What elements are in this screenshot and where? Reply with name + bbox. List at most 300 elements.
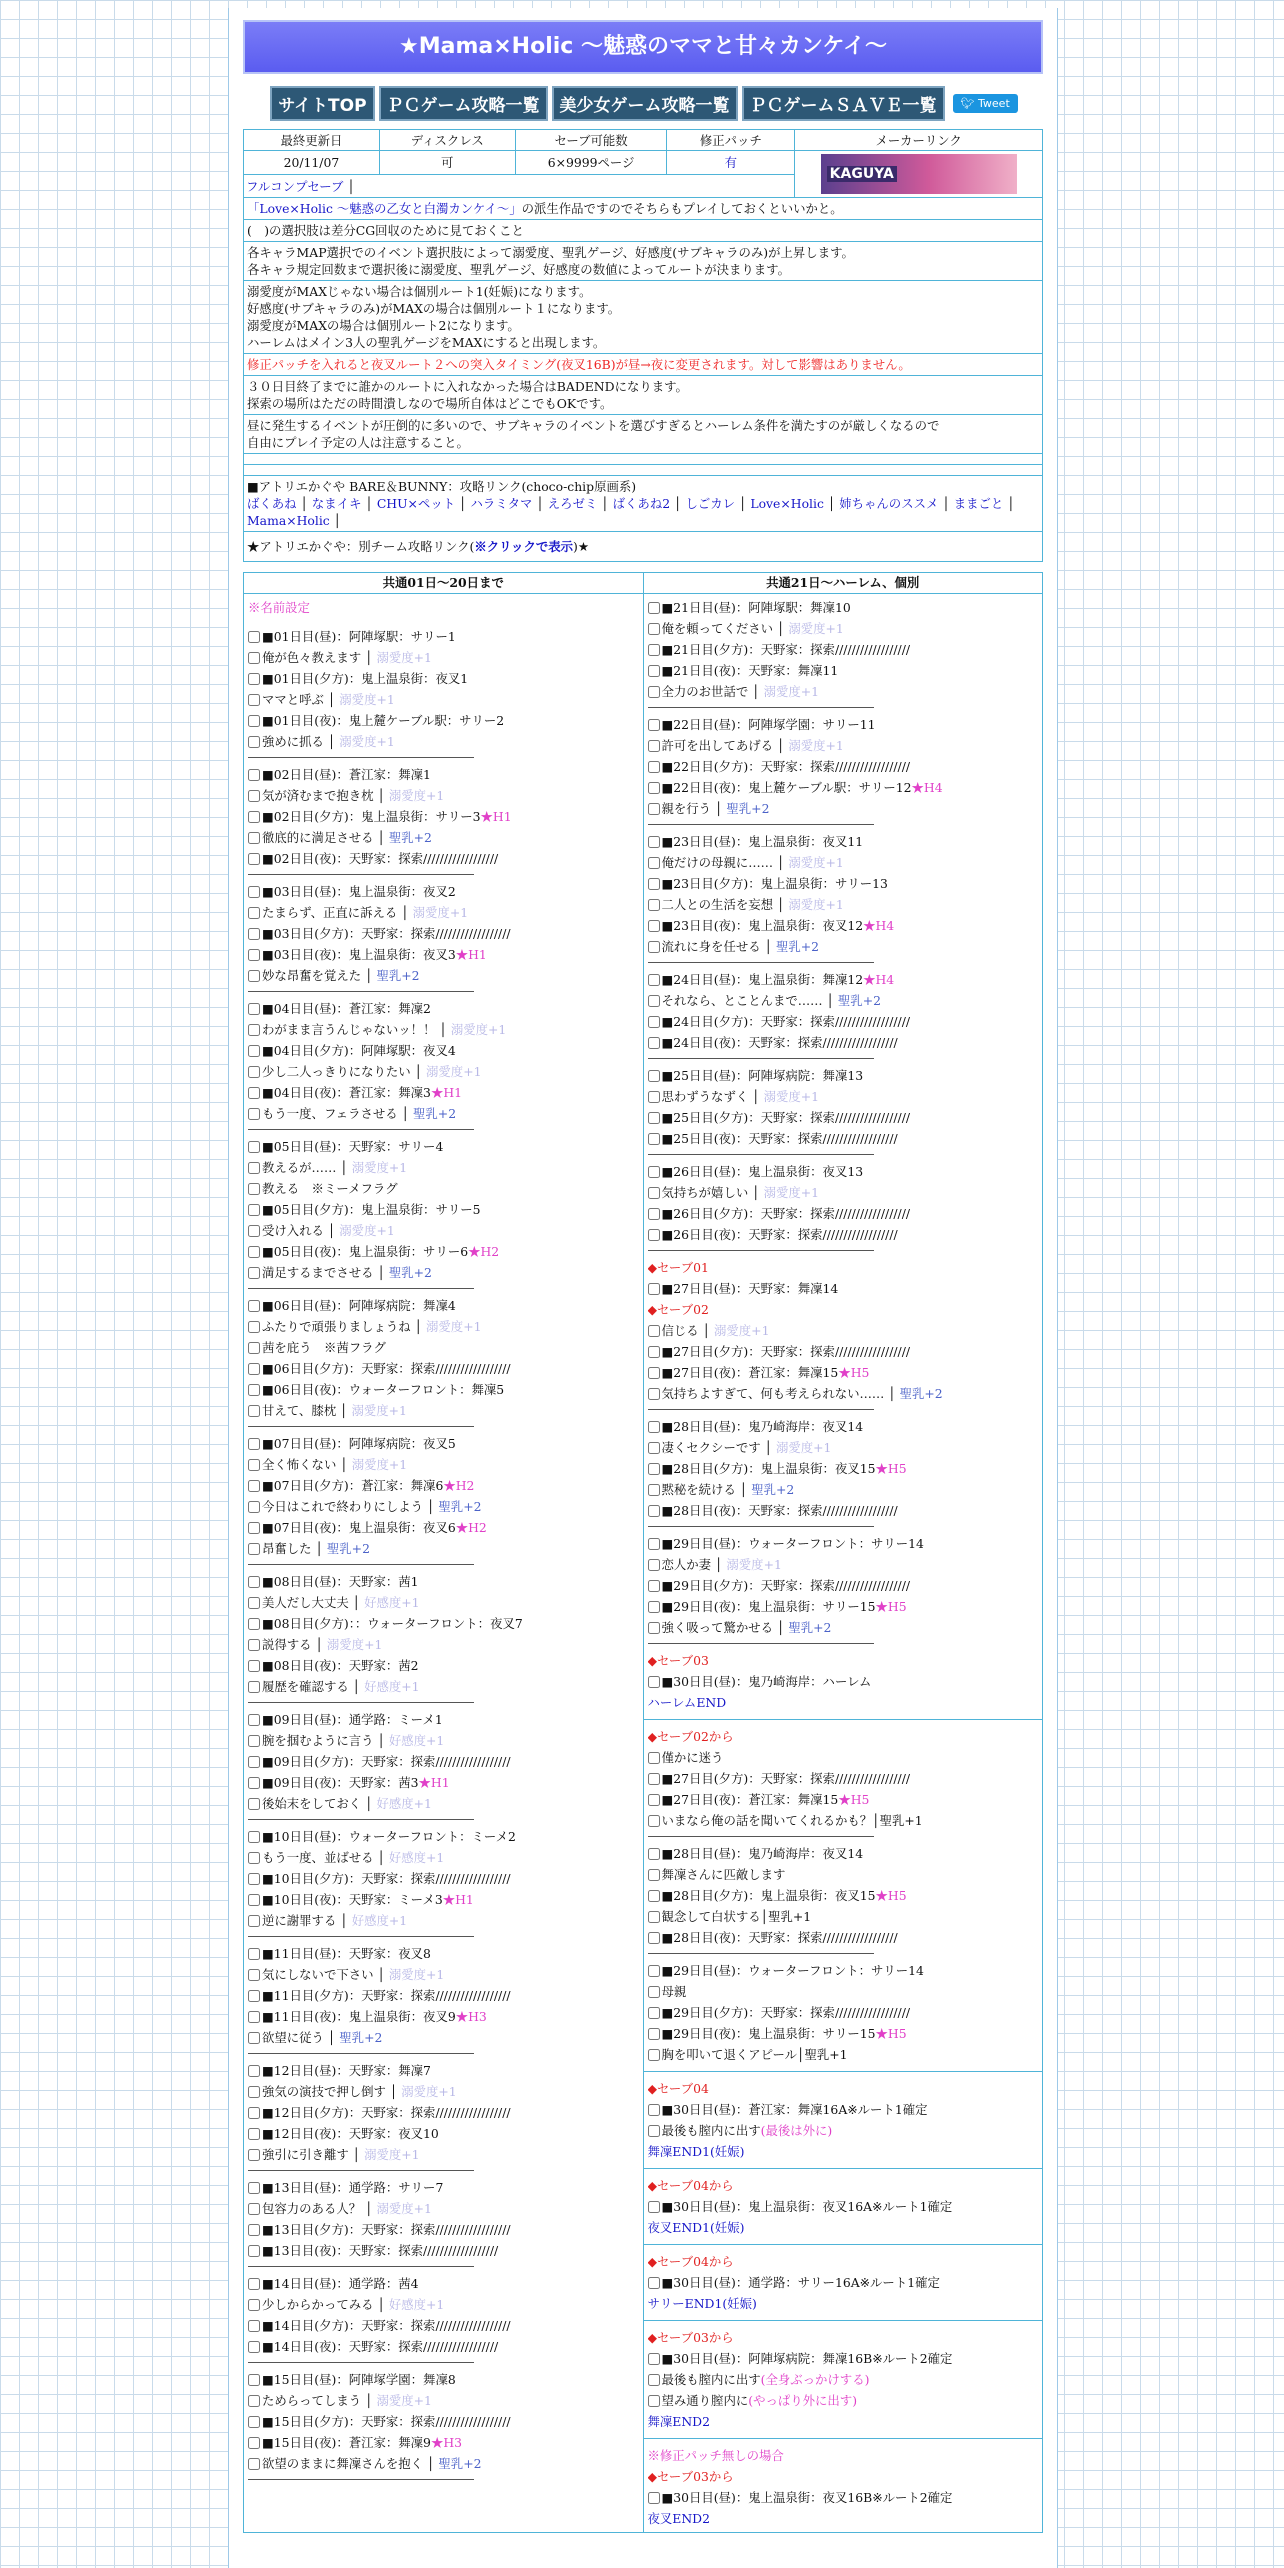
- progress-checkbox[interactable]: [648, 2277, 660, 2289]
- list-item: [248, 2102, 639, 2123]
- ending-link[interactable]: [648, 2411, 1039, 2432]
- save-from-marker: [648, 2327, 1039, 2348]
- list-item: [248, 848, 639, 869]
- progress-checkbox[interactable]: [248, 1915, 260, 1927]
- progress-checkbox[interactable]: [648, 1112, 660, 1124]
- progress-checkbox[interactable]: [648, 2028, 660, 2040]
- progress-checkbox[interactable]: [648, 995, 660, 1007]
- progress-checkbox[interactable]: [248, 886, 260, 898]
- list-item: [648, 1107, 1039, 1128]
- list-item: [248, 2240, 639, 2261]
- progress-checkbox[interactable]: [248, 1948, 260, 1960]
- gauge-value: 溺愛度+1: [364, 2147, 420, 2162]
- progress-checkbox[interactable]: [648, 686, 660, 698]
- progress-checkbox[interactable]: [248, 2203, 260, 2215]
- progress-checkbox[interactable]: [248, 1045, 260, 1057]
- derivative-text: の派生作品ですのでそちらもプレイしておくといいかと。: [521, 201, 843, 216]
- header-maker-link: メーカーリンク: [795, 130, 1043, 151]
- progress-checkbox[interactable]: [248, 1225, 260, 1237]
- progress-checkbox[interactable]: [248, 2245, 260, 2257]
- progress-checkbox[interactable]: [248, 1576, 260, 1588]
- separator: │: [435, 1022, 451, 1037]
- list-item: [248, 731, 639, 752]
- item-text: 恋人か妻: [661, 1557, 712, 1572]
- list-item: [248, 1295, 639, 1316]
- progress-checkbox[interactable]: [248, 1681, 260, 1693]
- list-item: [648, 1768, 1039, 1789]
- h-scene-star-icon: ★H1: [442, 1892, 474, 1907]
- spacer-row: [243, 465, 1043, 476]
- save-from-marker: [648, 2175, 1039, 2196]
- progress-checkbox[interactable]: [648, 719, 660, 731]
- list-item: [648, 735, 1039, 756]
- progress-checkbox[interactable]: [248, 1777, 260, 1789]
- progress-checkbox[interactable]: [648, 1367, 660, 1379]
- progress-checkbox[interactable]: [248, 1183, 260, 1195]
- item-text: 気が済むまで抱き枕: [262, 788, 374, 803]
- item-text: ■10日目(昼)：ウォーターフロント：ミーメ2: [262, 1829, 516, 1844]
- item-text: ■12日目(夜)：天野家：夜叉10: [262, 2126, 439, 2141]
- separator-line: [248, 2266, 474, 2267]
- progress-checkbox[interactable]: [248, 1003, 260, 1015]
- derivative-link[interactable]: 「Love×Holic ～魅惑の乙女と白濁カンケイ～」: [247, 201, 522, 216]
- item-text: ■28日目(昼)：鬼乃崎海岸：夜叉14: [661, 1419, 864, 1434]
- gauge-value: 溺愛度+1: [726, 1557, 782, 1572]
- event-warning-note: [243, 415, 1043, 454]
- progress-checkbox[interactable]: [648, 974, 660, 986]
- link-separator: │: [597, 496, 613, 511]
- separator: │: [311, 1637, 327, 1652]
- progress-checkbox[interactable]: [248, 1024, 260, 1036]
- item-text: ■26日目(昼)：鬼上温泉街：夜叉13: [661, 1164, 864, 1179]
- atelier-link[interactable]: ばくあね2: [612, 496, 671, 511]
- section-divider: [644, 1719, 1043, 1720]
- progress-checkbox[interactable]: [248, 2374, 260, 2386]
- item-text: ■03日目(昼)：鬼上温泉街：夜叉2: [262, 884, 456, 899]
- list-item: [248, 1826, 639, 1847]
- progress-checkbox[interactable]: [648, 740, 660, 752]
- h-scene-star-icon: ★H4: [911, 780, 943, 795]
- tweet-button[interactable]: [953, 94, 1018, 113]
- progress-checkbox[interactable]: [648, 1986, 660, 1998]
- ending-link[interactable]: [648, 2293, 1039, 2314]
- progress-checkbox[interactable]: [648, 1421, 660, 1433]
- progress-checkbox[interactable]: [248, 2395, 260, 2407]
- progress-checkbox[interactable]: [248, 2065, 260, 2077]
- diamond-icon: ◆: [647, 2254, 658, 2269]
- progress-checkbox[interactable]: [248, 2437, 260, 2449]
- progress-checkbox[interactable]: [648, 1091, 660, 1103]
- atelier-link[interactable]: ばくあね: [247, 496, 297, 511]
- list-item: [648, 990, 1039, 1011]
- progress-checkbox[interactable]: [248, 2278, 260, 2290]
- progress-checkbox[interactable]: [648, 782, 660, 794]
- progress-checkbox[interactable]: [648, 1325, 660, 1337]
- list-item: [248, 1847, 639, 1868]
- item-text: 俺を頼ってください: [661, 621, 774, 636]
- kaguya-banner-logo[interactable]: [821, 154, 1017, 194]
- list-item: [248, 1943, 639, 1964]
- atelier-link[interactable]: えろゼミ: [547, 496, 598, 511]
- progress-checkbox[interactable]: [248, 1300, 260, 1312]
- section-divider: [644, 2244, 1043, 2245]
- progress-checkbox[interactable]: [248, 1108, 260, 1120]
- progress-checkbox[interactable]: [648, 857, 660, 869]
- separator: │: [373, 1265, 389, 1280]
- separator-line: [248, 1702, 474, 1703]
- diamond-icon: ◆: [647, 1260, 658, 1275]
- progress-checkbox[interactable]: [248, 1990, 260, 2002]
- progress-checkbox[interactable]: [248, 1384, 260, 1396]
- progress-checkbox[interactable]: [648, 1283, 660, 1295]
- progress-checkbox[interactable]: [648, 1442, 660, 1454]
- save-marker: [648, 1650, 1039, 1671]
- item-text: ■04日目(昼)：蒼江家：舞凜2: [262, 1001, 431, 1016]
- progress-checkbox[interactable]: [648, 1676, 660, 1688]
- progress-checkbox[interactable]: [248, 853, 260, 865]
- progress-checkbox[interactable]: [248, 2128, 260, 2140]
- progress-checkbox[interactable]: [648, 899, 660, 911]
- item-text: ■24日目(夕方)：天野家：探索//////////////////: [661, 1014, 911, 1029]
- progress-checkbox[interactable]: [248, 1087, 260, 1099]
- item-text: ■23日目(夕方)：鬼上温泉街：サリー13: [661, 876, 888, 891]
- progress-checkbox[interactable]: [648, 1346, 660, 1358]
- progress-checkbox[interactable]: [648, 2104, 660, 2116]
- gauge-value: 溺愛度+1: [376, 2201, 432, 2216]
- progress-checkbox[interactable]: [648, 2395, 660, 2407]
- progress-checkbox[interactable]: [248, 1501, 260, 1513]
- progress-checkbox[interactable]: [248, 1597, 260, 1609]
- separator-line: [648, 1643, 874, 1644]
- value-patch-link[interactable]: 有: [667, 151, 795, 175]
- h-scene-star-icon: ★H4: [863, 972, 895, 987]
- progress-checkbox[interactable]: [648, 2201, 660, 2213]
- progress-checkbox[interactable]: [248, 1438, 260, 1450]
- list-item: [248, 1676, 639, 1697]
- label-text: セーブ03から: [657, 2469, 734, 2484]
- h-scene-star-icon: ★H2: [443, 1478, 475, 1493]
- separator-line: [248, 1564, 474, 1565]
- h-scene-star-icon: ★H5: [875, 1599, 907, 1614]
- progress-checkbox[interactable]: [248, 1798, 260, 1810]
- progress-checkbox[interactable]: [248, 1363, 260, 1375]
- item-text: 舞凜さんに匹敵します: [661, 1867, 786, 1882]
- h-scene-star-icon: ★H5: [875, 1461, 907, 1476]
- atelier-link[interactable]: CHU×ペット: [376, 496, 456, 511]
- progress-checkbox[interactable]: [648, 1208, 660, 1220]
- separator: │: [711, 801, 727, 816]
- item-text: ■30日目(昼)：蒼江家：舞凜16A※ルート1確定: [661, 2102, 928, 2117]
- progress-checkbox[interactable]: [248, 790, 260, 802]
- section-divider: [644, 2071, 1043, 2072]
- gauge-value: 好感度+1: [388, 1850, 445, 1865]
- item-text: ■13日目(昼)：通学路：サリー7: [262, 2180, 444, 2195]
- progress-checkbox[interactable]: [648, 2374, 660, 2386]
- progress-checkbox[interactable]: [248, 736, 260, 748]
- progress-checkbox[interactable]: [648, 1911, 660, 1923]
- progress-checkbox[interactable]: [248, 673, 260, 685]
- progress-checkbox[interactable]: [648, 1133, 660, 1145]
- progress-checkbox[interactable]: [248, 694, 260, 706]
- progress-checkbox[interactable]: [248, 2416, 260, 2428]
- gauge-value: 溺愛度+1: [401, 2084, 457, 2099]
- progress-checkbox[interactable]: [248, 1543, 260, 1555]
- progress-checkbox[interactable]: [248, 1873, 260, 1885]
- atelier-link[interactable]: Love×Holic: [750, 496, 824, 511]
- progress-checkbox[interactable]: [648, 2007, 660, 2019]
- progress-checkbox[interactable]: [648, 1890, 660, 1902]
- save-from-marker: [648, 2466, 1039, 2487]
- progress-checkbox[interactable]: [648, 761, 660, 773]
- progress-checkbox[interactable]: [248, 631, 260, 643]
- progress-checkbox[interactable]: [248, 2224, 260, 2236]
- progress-checkbox[interactable]: [248, 1480, 260, 1492]
- progress-checkbox[interactable]: [648, 1463, 660, 1475]
- item-text: ■05日目(昼)：天野家：サリー4: [262, 1139, 444, 1154]
- atelier-link[interactable]: しごカレ: [685, 496, 736, 511]
- progress-checkbox[interactable]: [648, 2125, 660, 2137]
- progress-checkbox[interactable]: [248, 1660, 260, 1672]
- separator-line: [648, 1836, 874, 1837]
- ending-link[interactable]: [648, 2217, 1039, 2238]
- progress-checkbox[interactable]: [648, 1848, 660, 1860]
- item-text: 俺だけの母親に……: [661, 855, 774, 870]
- progress-checkbox[interactable]: [648, 1187, 660, 1199]
- progress-checkbox[interactable]: [648, 1559, 660, 1571]
- progress-checkbox[interactable]: [648, 1815, 660, 1827]
- item-text: 親を行う: [661, 801, 712, 816]
- progress-checkbox[interactable]: [648, 1622, 660, 1634]
- list-item: [248, 2432, 639, 2453]
- progress-checkbox[interactable]: [648, 920, 660, 932]
- progress-checkbox[interactable]: [248, 2086, 260, 2098]
- ending-link[interactable]: [648, 2141, 1039, 2162]
- gauge-value: 聖乳+2: [726, 801, 770, 816]
- progress-checkbox[interactable]: [248, 949, 260, 961]
- progress-checkbox[interactable]: [648, 665, 660, 677]
- item-text: ■30日目(昼)：鬼乃崎海岸：ハーレム: [661, 1674, 872, 1689]
- progress-checkbox[interactable]: [248, 1204, 260, 1216]
- item-text: 気にしないで下さい: [262, 1967, 374, 1982]
- progress-checkbox[interactable]: [248, 832, 260, 844]
- nav-save-list[interactable]: ＰＣゲームＳＡＶＥ一覧: [742, 86, 945, 121]
- list-item: [248, 1772, 639, 1793]
- h-scene-star-icon: ★H1: [430, 1085, 463, 1100]
- list-item: [648, 1479, 1039, 1500]
- separator: │: [323, 692, 340, 707]
- list-item: [248, 2144, 639, 2165]
- progress-checkbox[interactable]: [248, 1522, 260, 1534]
- list-item: [648, 1128, 1039, 1149]
- progress-checkbox[interactable]: [648, 941, 660, 953]
- item-text: ■21日目(夕方)：天野家：探索//////////////////: [661, 642, 911, 657]
- label-text: 舞凜END2: [647, 2414, 710, 2429]
- progress-checkbox[interactable]: [248, 1321, 260, 1333]
- progress-checkbox[interactable]: [248, 2320, 260, 2332]
- progress-checkbox[interactable]: [648, 1016, 660, 1028]
- list-item: [248, 1019, 639, 1040]
- progress-checkbox[interactable]: [648, 2492, 660, 2504]
- progress-checkbox[interactable]: [248, 1066, 260, 1078]
- progress-checkbox[interactable]: [248, 1639, 260, 1651]
- list-item: [648, 1032, 1039, 1053]
- atelier-link[interactable]: ままごと: [953, 496, 1004, 511]
- progress-checkbox[interactable]: [248, 2458, 260, 2470]
- item-text: ■08日目(夜)：天野家：茜2: [262, 1658, 419, 1673]
- left-list: [244, 594, 643, 2489]
- gauge-value: 溺愛度+1: [450, 1022, 507, 1037]
- maker-banner-cell: [795, 151, 1043, 198]
- progress-checkbox[interactable]: [248, 928, 260, 940]
- progress-checkbox[interactable]: [648, 1965, 660, 1977]
- item-text: 履歴を確認する: [262, 1679, 349, 1694]
- progress-checkbox[interactable]: [248, 1459, 260, 1471]
- item-text: ■29日目(夜)：鬼上温泉街：サリー15: [661, 2026, 876, 2041]
- item-text: ふたりで頑張りましょうね: [262, 1319, 411, 1334]
- progress-checkbox[interactable]: [648, 644, 660, 656]
- h-scene-star-icon: ★H5: [838, 1365, 870, 1380]
- list-item: [248, 1400, 639, 1421]
- progress-checkbox[interactable]: [248, 1141, 260, 1153]
- progress-checkbox[interactable]: [248, 2149, 260, 2161]
- atelier-links: [243, 476, 1043, 532]
- progress-checkbox[interactable]: [248, 1735, 260, 1747]
- list-item: [248, 1538, 639, 1559]
- progress-checkbox[interactable]: [248, 1342, 260, 1354]
- item-text: ■29日目(昼)：ウォーターフロント：サリー14: [661, 1963, 924, 1978]
- list-item: [648, 2369, 1039, 2390]
- item-text: ■27日目(夕方)：天野家：探索//////////////////: [661, 1344, 911, 1359]
- item-text: ■29日目(夕方)：天野家：探索//////////////////: [661, 2005, 911, 2020]
- progress-checkbox[interactable]: [248, 769, 260, 781]
- progress-checkbox[interactable]: [648, 803, 660, 815]
- list-item: [648, 2099, 1039, 2120]
- progress-checkbox[interactable]: [248, 1852, 260, 1864]
- progress-checkbox[interactable]: [248, 970, 260, 982]
- progress-checkbox[interactable]: [648, 836, 660, 848]
- list-item: [648, 2487, 1039, 2508]
- progress-checkbox[interactable]: [648, 878, 660, 890]
- progress-checkbox[interactable]: [248, 1756, 260, 1768]
- list-item: [648, 1065, 1039, 1086]
- progress-checkbox[interactable]: [248, 1831, 260, 1843]
- full-save-link[interactable]: フルコンプセーブ: [246, 178, 344, 194]
- ending-link[interactable]: [648, 1692, 1039, 1713]
- gauge-value: 溺愛度+1: [351, 1403, 407, 1418]
- progress-checkbox[interactable]: [648, 1752, 660, 1764]
- progress-checkbox[interactable]: [648, 623, 660, 635]
- h-scene-star-icon: ★H1: [418, 1775, 450, 1790]
- progress-checkbox[interactable]: [648, 1484, 660, 1496]
- progress-checkbox[interactable]: [248, 1246, 260, 1258]
- progress-checkbox[interactable]: [648, 2353, 660, 2365]
- progress-checkbox[interactable]: [248, 1969, 260, 1981]
- progress-checkbox[interactable]: [648, 2049, 660, 2061]
- progress-checkbox[interactable]: [648, 1166, 660, 1178]
- progress-checkbox[interactable]: [648, 1869, 660, 1881]
- progress-checkbox[interactable]: [248, 2299, 260, 2311]
- item-text: ■02日目(昼)：蒼江家：舞凜1: [262, 767, 431, 782]
- item-text: ■28日目(夜)：天野家：探索//////////////////: [661, 1930, 898, 1945]
- progress-checkbox[interactable]: [648, 1773, 660, 1785]
- item-text: ■02日目(夕方)：鬼上温泉街：サリー3: [262, 809, 481, 824]
- gauge-value: 溺愛度+1: [376, 2393, 432, 2408]
- progress-checkbox[interactable]: [248, 2341, 260, 2353]
- separator-line: [648, 1409, 874, 1410]
- progress-checkbox[interactable]: [648, 1505, 660, 1517]
- progress-checkbox[interactable]: [248, 2107, 260, 2119]
- progress-checkbox[interactable]: [648, 1601, 660, 1613]
- list-item: [648, 1671, 1039, 1692]
- progress-checkbox[interactable]: [648, 1538, 660, 1550]
- separator: │: [336, 1913, 352, 1928]
- progress-checkbox[interactable]: [248, 1894, 260, 1906]
- gauge-value: 溺愛度+1: [412, 905, 469, 920]
- item-text: ■02日目(夜)：天野家：探索//////////////////: [262, 851, 499, 866]
- ending-link[interactable]: [648, 2508, 1039, 2529]
- progress-checkbox[interactable]: [248, 1267, 260, 1279]
- list-item: [248, 710, 639, 731]
- gauge-value: 聖乳+2: [788, 1620, 832, 1635]
- progress-checkbox[interactable]: [248, 2011, 260, 2023]
- list-item: [648, 1416, 1039, 1437]
- progress-checkbox[interactable]: [248, 715, 260, 727]
- progress-checkbox[interactable]: [248, 652, 260, 664]
- nav-site-top[interactable]: サイトTOP: [270, 86, 374, 121]
- item-text: ■23日目(夜)：鬼上温泉街：夜叉12: [661, 918, 864, 933]
- progress-checkbox[interactable]: [248, 1162, 260, 1174]
- item-text: 俺が色々教えます: [262, 650, 362, 665]
- atelier-link[interactable]: Mama×Holic: [247, 513, 330, 528]
- progress-checkbox[interactable]: [648, 1932, 660, 1944]
- progress-checkbox[interactable]: [648, 1794, 660, 1806]
- atelier-link[interactable]: 姉ちゃんのススメ: [839, 496, 939, 511]
- atelier-link[interactable]: なまイキ: [311, 496, 362, 511]
- progress-checkbox[interactable]: [248, 1405, 260, 1417]
- route-note: [243, 281, 1043, 354]
- derivative-note: [243, 198, 1043, 220]
- atelier-link[interactable]: ハラミタマ: [470, 496, 533, 511]
- progress-checkbox[interactable]: [248, 1714, 260, 1726]
- list-item: [248, 1136, 639, 1157]
- progress-checkbox[interactable]: [648, 1388, 660, 1400]
- progress-checkbox[interactable]: [248, 2182, 260, 2194]
- list-item: [648, 714, 1039, 735]
- progress-checkbox[interactable]: [648, 602, 660, 614]
- list-item: [648, 1596, 1039, 1617]
- separator: │: [735, 1482, 752, 1497]
- separator-line: [648, 824, 874, 825]
- item-text: 後始末をしておく: [262, 1796, 362, 1811]
- progress-checkbox[interactable]: [648, 1070, 660, 1082]
- progress-checkbox[interactable]: [248, 2032, 260, 2044]
- nav-bishoujo-list[interactable]: 美少女ゲーム攻略一覧: [552, 86, 738, 121]
- list-item: [248, 2390, 639, 2411]
- other-team-toggle[interactable]: ※クリックで表示: [474, 539, 574, 554]
- item-text: もう一度、並ばせる: [262, 1850, 374, 1865]
- list-item: [248, 2198, 639, 2219]
- nav-pc-game-list[interactable]: ＰＣゲーム攻略一覧: [379, 86, 548, 121]
- progress-checkbox[interactable]: [648, 1229, 660, 1241]
- progress-checkbox[interactable]: [248, 811, 260, 823]
- progress-checkbox[interactable]: [648, 1037, 660, 1049]
- progress-checkbox[interactable]: [248, 907, 260, 919]
- list-item: [248, 1517, 639, 1538]
- item-text: 観念して白状する│聖乳+1: [661, 1909, 812, 1924]
- progress-checkbox[interactable]: [648, 1580, 660, 1592]
- label-text: ※修正パッチ無しの場合: [647, 2448, 784, 2463]
- progress-checkbox[interactable]: [248, 1618, 260, 1630]
